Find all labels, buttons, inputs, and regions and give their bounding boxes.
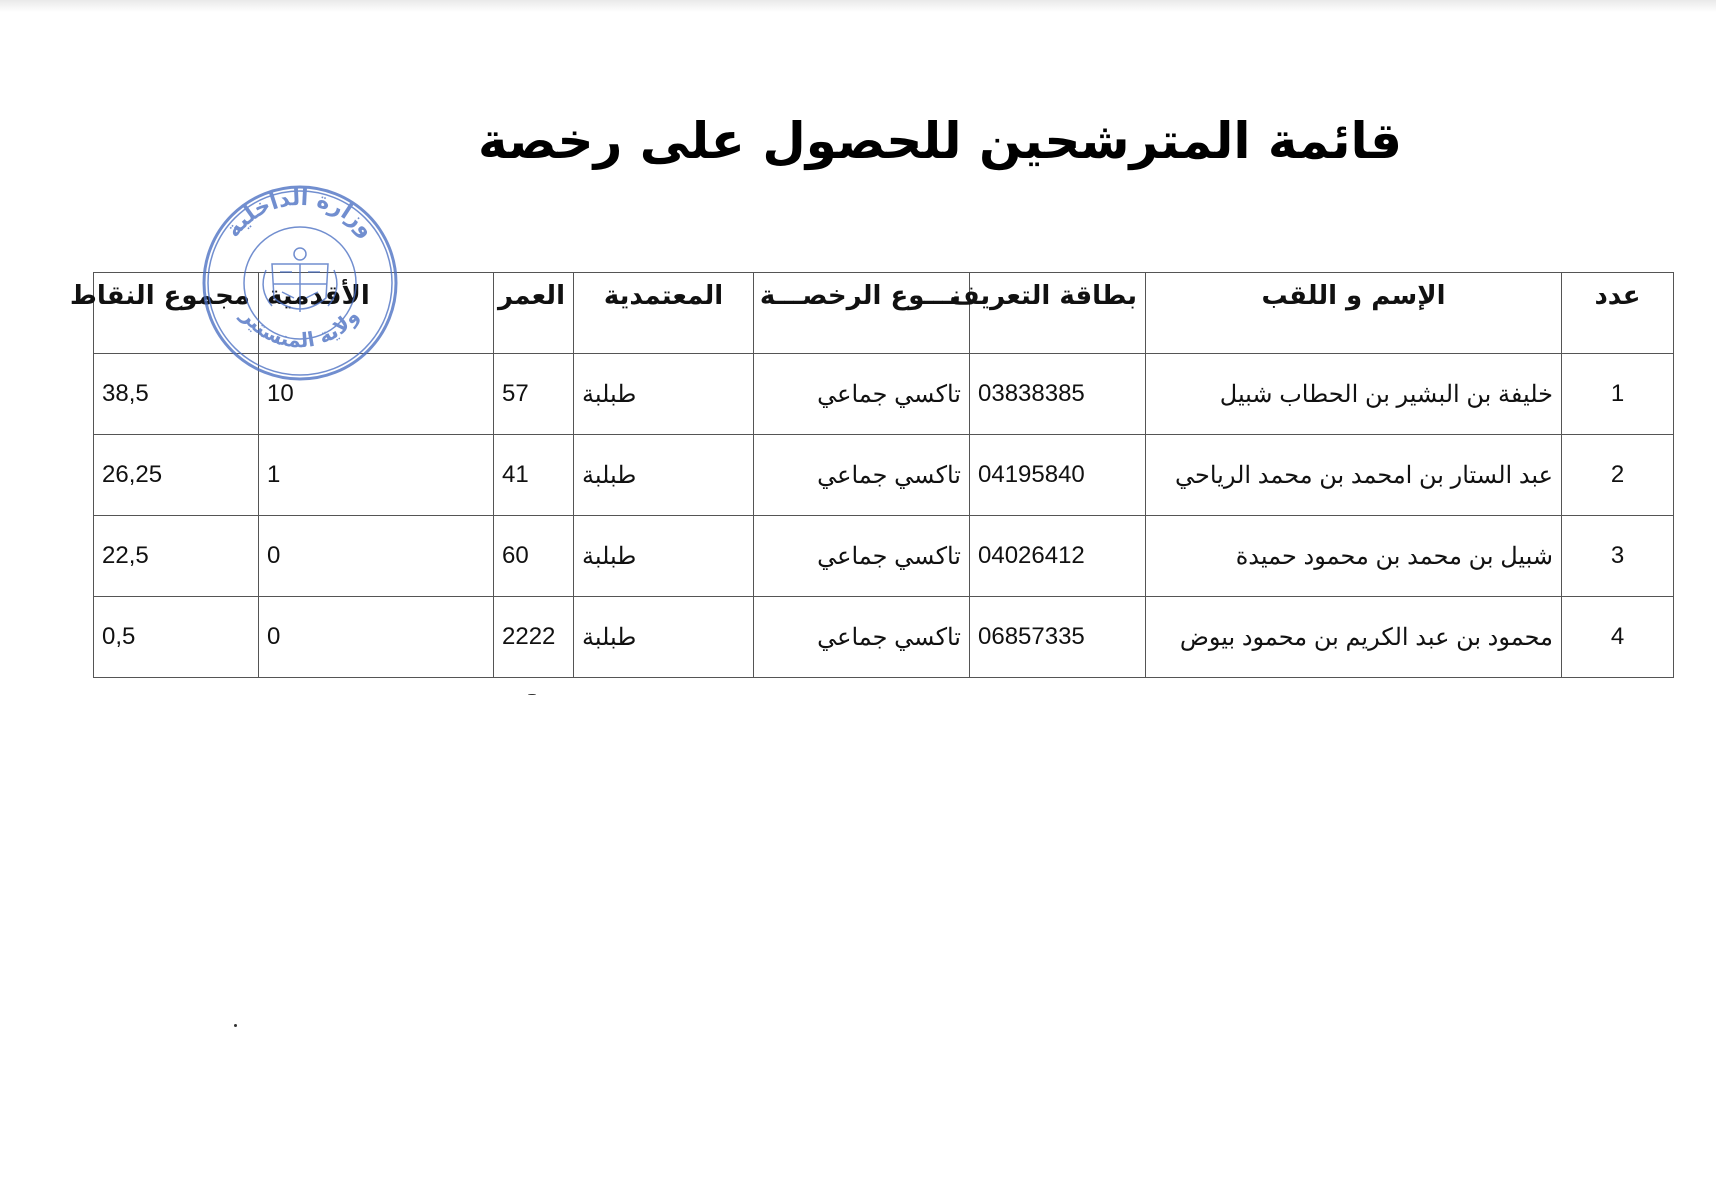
cell-total-points: 22,5 [94, 516, 259, 597]
header-license-type: نـــوع الرخصـــة [754, 273, 970, 354]
cell-delegation: طبلبة [574, 597, 754, 678]
header-name: الإسم و اللقب [1146, 273, 1562, 354]
cell-license-type: تاكسي جماعي [754, 354, 970, 435]
page-title: قائمة المترشحين للحصول على رخصة [477, 112, 1403, 170]
cell-num: 4 [1562, 597, 1674, 678]
cell-license-type: تاكسي جماعي [754, 597, 970, 678]
cell-age: 57 [494, 354, 574, 435]
scan-speck [528, 694, 536, 695]
cell-seniority: 10 [259, 354, 494, 435]
cell-delegation: طبلبة [574, 354, 754, 435]
cell-name: محمود بن عبد الكريم بن محمود بيوض [1146, 597, 1562, 678]
cell-name: خليفة بن البشير بن الحطاب شبيل [1146, 354, 1562, 435]
cell-id-card: 04026412 [970, 516, 1146, 597]
cell-seniority: 0 [259, 597, 494, 678]
official-stamp [200, 180, 400, 386]
coat-of-arms-icon [263, 248, 337, 312]
cell-delegation: طبلبة [574, 435, 754, 516]
cell-id-card: 04195840 [970, 435, 1146, 516]
stamp-text-bottom: ولاية المنستير [236, 304, 364, 353]
cell-license-type: تاكسي جماعي [754, 435, 970, 516]
cell-seniority: 1 [259, 435, 494, 516]
scan-shadow [0, 0, 1716, 12]
stamp-text-top: وزارة الداخلية [220, 185, 380, 243]
cell-seniority: 0 [259, 516, 494, 597]
header-seniority: الأقدمية [259, 273, 494, 354]
cell-num: 3 [1562, 516, 1674, 597]
cell-age: 2222 [494, 597, 574, 678]
header-delegation: المعتمدية [574, 273, 754, 354]
table-row [94, 516, 1674, 597]
cell-license-type: تاكسي جماعي [754, 516, 970, 597]
scan-speck [234, 1024, 237, 1027]
cell-id-card: 03838385 [970, 354, 1146, 435]
cell-name: عبد الستار بن امحمد بن محمد الرياحي [1146, 435, 1562, 516]
header-age: العمر [494, 273, 574, 354]
table-row [94, 597, 1674, 678]
cell-num: 1 [1562, 354, 1674, 435]
cell-delegation: طبلبة [574, 516, 754, 597]
cell-age: 60 [494, 516, 574, 597]
cell-total-points: 38,5 [94, 354, 259, 435]
header-total-points: مجموع النقاط [94, 273, 259, 354]
cell-id-card: 06857335 [970, 597, 1146, 678]
svg-text:وزارة الداخلية [221, 186, 379, 242]
header-num: عدد [1562, 273, 1674, 354]
cell-num: 2 [1562, 435, 1674, 516]
table-row [94, 435, 1674, 516]
cell-total-points: 0,5 [94, 597, 259, 678]
header-id-card: بطاقة التعريف [970, 273, 1146, 354]
cell-name: شبيل بن محمد بن محمود حميدة [1146, 516, 1562, 597]
cell-total-points: 26,25 [94, 435, 259, 516]
cell-age: 41 [494, 435, 574, 516]
